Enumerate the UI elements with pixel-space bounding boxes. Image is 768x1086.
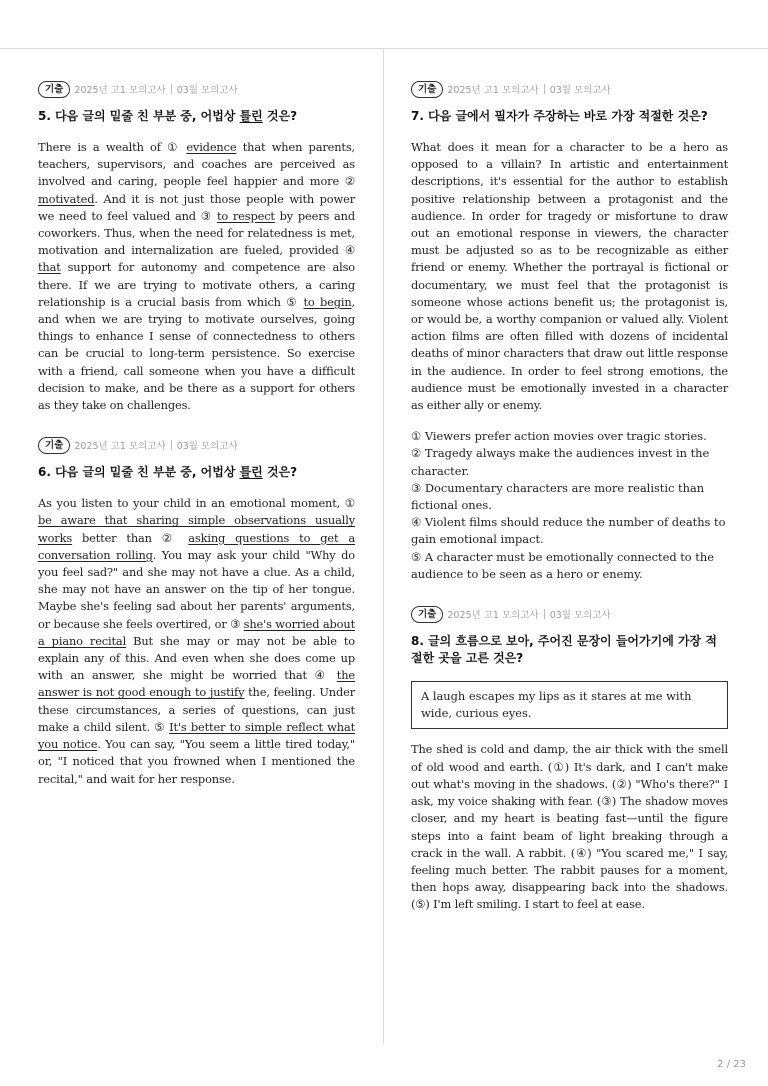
- exam-year: 2025년 고1 모의고사: [74, 441, 166, 453]
- underlined-choice-2: asking questions to get a conversation rolling: [38, 530, 355, 562]
- meta-separator: [544, 84, 545, 94]
- question-header: [38, 436, 355, 454]
- exam-month: 03월 모의고사: [176, 85, 238, 96]
- option-5[interactable]: ⑤ A character must be emotionally connected to the audience to be seen as a hero or enemy.: [411, 549, 714, 581]
- option-1[interactable]: ① Viewers prefer action movies over tragic stories.: [411, 429, 707, 444]
- given-sentence-box: A laugh escapes my lips as it stares at me with wide, curious eyes.: [411, 681, 728, 729]
- underlined-choice-5: to begin: [303, 294, 352, 309]
- meta-separator: [171, 84, 172, 94]
- underlined-choice-3: to respect: [216, 208, 275, 223]
- exam-month: 03월 모의고사: [549, 85, 611, 96]
- question-passage: As you listen to your child in an emotional moment, ① be aware that sharing simple observations usually works better than ② asking questions to get a conversation rolling. You may ask your child "Why do you feel sad?" and she may not have a clue. As a child, she may not have an answer on the tip of her tongue. Maybe she's feeling sad about her parents' arguments, or because she feels overtired, or ③ she's worried about a piano recital But she may or may not be able to explain any of this. And even when she does come up with an answer, she might be worried that ④ the answer is not good enough to justify the, feeling. Under these circumstances, a series of questions, can just make a child silent. ⑤ It's better to simple reflect what you notice. You can say, "You seem a little tired today," or, "I noticed that you frowned when I mentioned the recital," and wait for her response.: [38, 496, 356, 786]
- underlined-choice-5: It's better to simple reflect what you notice: [38, 719, 356, 752]
- question-header: [411, 605, 728, 623]
- exam-year: 2025년 고1 모의고사: [447, 610, 539, 622]
- answer-options: [411, 428, 728, 583]
- exam-month: 03월 모의고사: [176, 441, 238, 453]
- option-2[interactable]: ② Tragedy always make the audiences invest in the character.: [411, 446, 710, 478]
- question-passage: There is a wealth of ① evidence that when parents, teachers, supervisors, and coaches are perceived as involved and caring, people feel happier and more ② motivated. And it is not just those people with power we need to feel valued and ③ to respect by peers and coworkers. Thus, when the need for relatedness is met, motivation and internalization are fueled, provided ④ that support for autonomy and competence are also there. If we are trying to motivate others, a caring relationship is a crucial basis from which ⑤ to begin, and when we are trying to motivate ourselves, going things to enhance I sense of connectedness to others can be crucial to long-term persistence. So exercise with a friend, call someone when you have a difficult decision to make, and be there as a support for others as they take on challenges.: [38, 140, 355, 413]
- source-badge: 기출: [411, 606, 443, 623]
- source-badge: 기출: [38, 437, 70, 454]
- question-passage: The shed is cold and damp, the air thick with the smell of old wood and earth. (①) It's dark, and I can't make out what's moving in the shadows. (②) "Who's there?" I ask, my voice shaking with fear. (③) The shadow moves closer, and my heart is beating fast—until the figure steps into a faint beam of light breaking through a crack in the wall. A rabbit. (④) "You scared me," I say, feeling much better. The rabbit pauses for a moment, then hops away, disappearing back into the shadows. (⑤) I'm left smiling. I start to feel at ease.: [411, 742, 728, 912]
- underlined-choice-3: she's worried about a piano recital: [38, 616, 355, 648]
- question-5: [38, 80, 355, 414]
- underlined-choice-1: be aware that sharing simple observations usually works: [38, 513, 355, 545]
- underlined-choice-2: motivated: [38, 191, 95, 206]
- question-passage: What does it mean for a character to be a hero as opposed to a villain? In artistic and entertainment descriptions, it's essential for the author to establish positive relationship between a protagonist and the audience. In order for tragedy or misfortune to draw out an emotional response in viewers, the character must be adjusted so as to be recognizable as either friend or enemy. Whether the portrayal is fictional or documentary, we must feel that the protagonist is someone whose actions benefit us; the protagonist is, or would be, a worthy companion or valued ally. Violent action films are often filled with dozens of incidental deaths of minor characters that draw out little response in the audience. In order to feel strong emotions, the audience must be emotionally invested in a character as either ally or enemy.: [411, 140, 728, 413]
- question-title: 6. 다음 글의 밑줄 친 부분 중, 어법상 틀린 것은?: [38, 465, 298, 480]
- left-column: [38, 80, 355, 810]
- column-divider: [383, 48, 384, 1044]
- underlined-choice-1: evidence: [186, 140, 237, 154]
- top-rule: [0, 48, 768, 49]
- question-header: [38, 80, 355, 98]
- source-badge: 기출: [38, 81, 70, 98]
- question-6: [38, 436, 355, 787]
- underlined-choice-4: the answer is not good enough to justify: [38, 668, 355, 700]
- meta-separator: [171, 440, 172, 450]
- right-column: [411, 80, 728, 936]
- option-4[interactable]: ④ Violent films should reduce the number of deaths to gain emotional impact.: [411, 515, 726, 547]
- exam-month: 03월 모의고사: [549, 610, 611, 622]
- question-title: 8. 글의 흐름으로 보아, 주어진 문장이 들어가기에 가장 적절한 곳을 고른 것은?: [411, 634, 717, 666]
- underlined-choice-4: that: [38, 260, 61, 275]
- exam-year: 2025년 고1 모의고사: [447, 85, 539, 96]
- option-3[interactable]: ③ Documentary characters are more realistic than fictional ones.: [411, 480, 705, 513]
- exam-year: 2025년 고1 모의고사: [74, 85, 166, 96]
- question-title: 7. 다음 글에서 필자가 주장하는 바로 가장 적절한 것은?: [411, 109, 708, 123]
- question-title: 5. 다음 글의 밑줄 친 부분 중, 어법상 틀린 것은?: [38, 109, 298, 123]
- question-7: [411, 80, 728, 583]
- question-8: [411, 605, 728, 913]
- meta-separator: [544, 609, 545, 619]
- source-badge: 기출: [411, 81, 443, 98]
- question-header: [411, 80, 728, 98]
- page-number: 2 / 23: [717, 1059, 746, 1070]
